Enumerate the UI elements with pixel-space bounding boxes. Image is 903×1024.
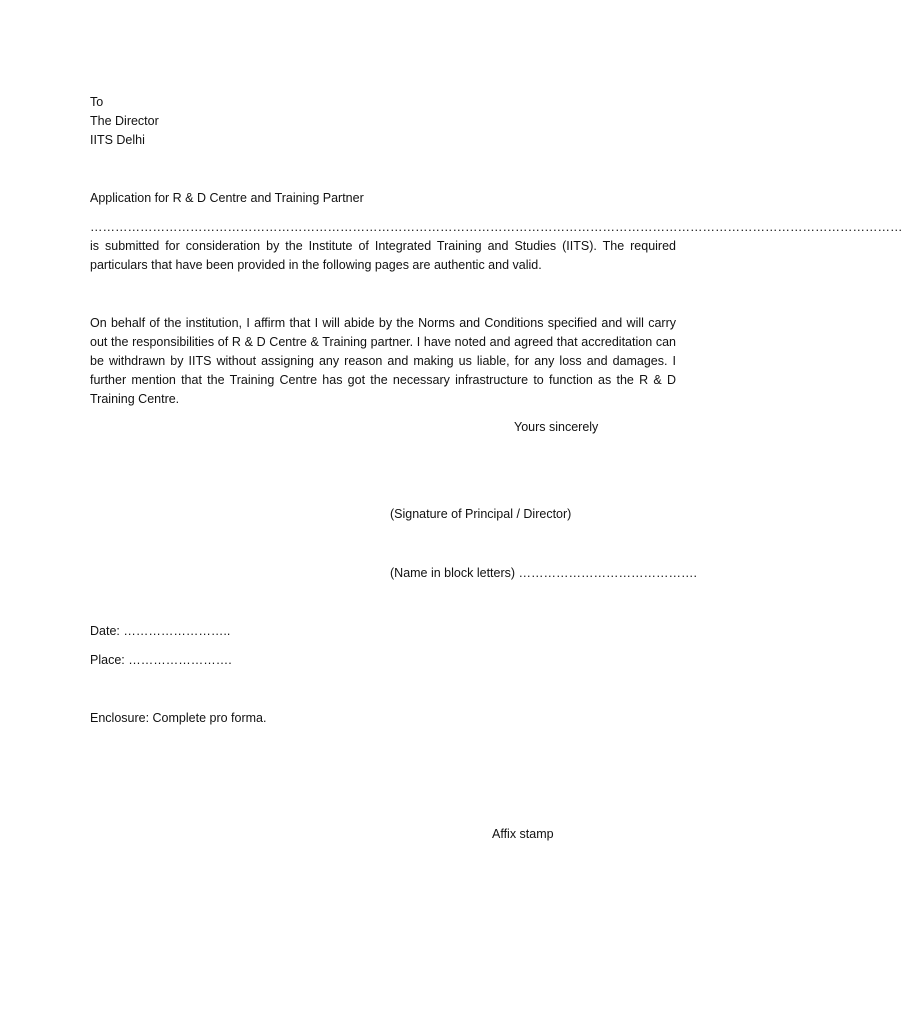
enclosure-line: Enclosure: Complete pro forma. <box>90 711 267 725</box>
address-organization: IITS Delhi <box>90 133 145 147</box>
closing-salutation: Yours sincerely <box>514 420 599 434</box>
date-line: Date: …………………….. <box>90 624 231 638</box>
name-block-line: (Name in block letters) ……………………………………. <box>390 566 697 580</box>
dotted-fill-line: …………………………………………………………………………………………………………………………………………………………………………… <box>90 220 903 234</box>
address-to: To <box>90 95 104 109</box>
address-recipient: The Director <box>90 114 159 128</box>
signature-line: (Signature of Principal / Director) <box>390 507 572 521</box>
place-line: Place: ……………………. <box>90 653 232 667</box>
affix-stamp-label: Affix stamp <box>492 827 554 841</box>
paragraph-submission: is submitted for consideration by the Institute of Integrated Training and Studies (IITS). The required particulars that have been provided in the following pages are authentic and valid. <box>90 239 676 272</box>
letter-subject: Application for R & D Centre and Training Partner <box>90 191 364 205</box>
paragraph-affirmation: On behalf of the institution, I affirm that I will abide by the Norms and Conditions specified and will carry out the responsibilities of R & D Centre & Training partner. I have noted and agreed that accreditation can be withdrawn by IITS without assigning any reason and making us liable, for any loss and damages. I further mention that the Training Centre has got the necessary infrastructure to function as the R & D Training Centre. <box>90 316 676 406</box>
